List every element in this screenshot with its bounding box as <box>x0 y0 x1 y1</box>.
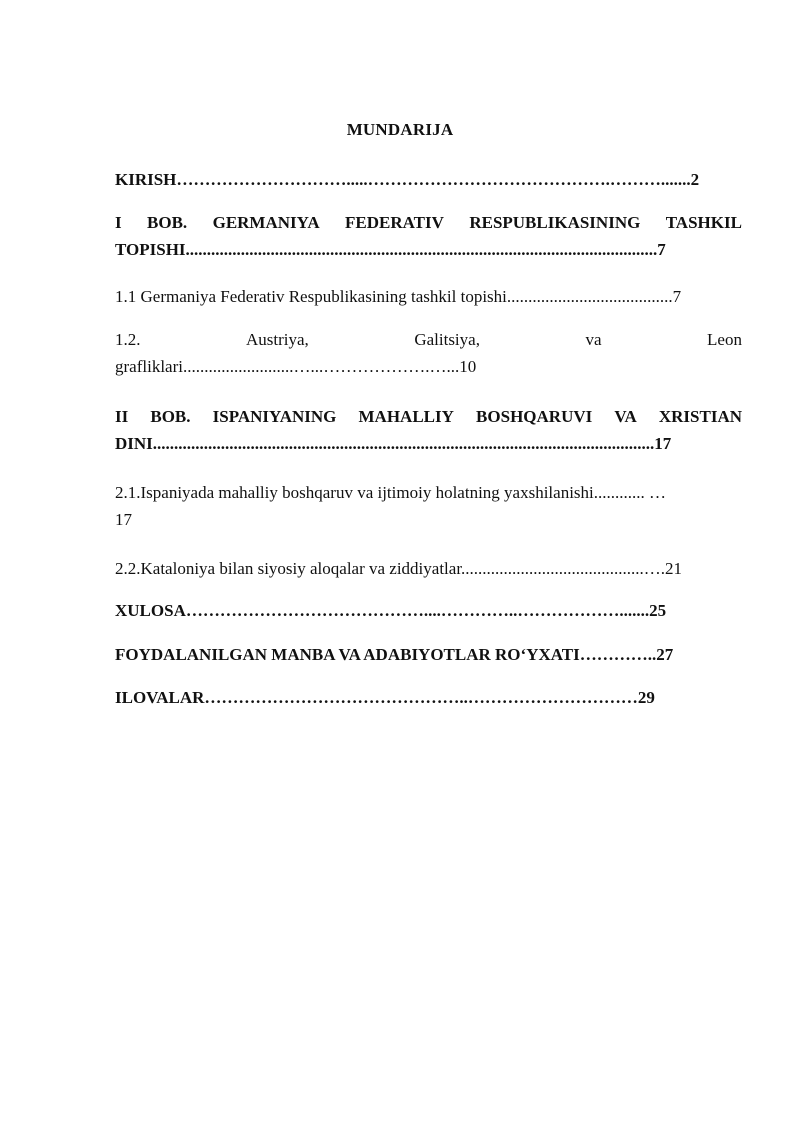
section-1-2-word: Austriya, <box>246 330 309 349</box>
toc-entry-section-1-1: 1.1 Germaniya Federativ Respublikasining tashkil topishi.......................................7 <box>115 287 682 306</box>
toc-entry-chapter-2 <box>115 403 742 457</box>
toc-entry-section-2-2: 2.2.Kataloniya bilan siyosiy aloqalar va ziddiyatlar...........................................….21 <box>115 559 683 578</box>
toc-entry-chapter-2-line-1 <box>115 403 742 430</box>
section-1-2-word: Galitsiya, <box>414 330 480 349</box>
toc-entry-appendices: ILOVALAR………………………………………..…………………………29 <box>115 688 655 707</box>
section-1-2-line-1 <box>115 326 742 353</box>
section-1-2-word: va <box>585 330 602 349</box>
toc-entry-xulosa: XULOSA……………………………………....…………..……………….......25 <box>115 601 667 620</box>
toc-entry-kirish: KIRISH………………………….....…………………………………….……….......2 <box>115 170 700 189</box>
section-1-2-word: Leon <box>707 330 742 349</box>
section-2-1-line-1: 2.1.Ispaniyada mahalliy boshqaruv va ijtimoiy holatning yaxshilanishi............ … <box>115 483 667 502</box>
section-2-1-line-2: 17 <box>115 510 132 529</box>
chapter-1-title-text: I BOB. GERMANIYA FEDERATIV RESPUBLIKASINING TASHKIL <box>115 213 742 232</box>
toc-entry-chapter-1-line-2: TOPISHI...............................................................................................................7 <box>115 240 666 259</box>
toc-entry-chapter-1-line-1 <box>115 209 742 236</box>
toc-entry-chapter-2-line-2: DINI......................................................................................................................17 <box>115 434 672 453</box>
toc-entry-chapter-1 <box>115 209 742 263</box>
toc-entry-section-2-1 <box>115 479 742 533</box>
toc-entry-references: FOYDALANILGAN MANBA VA ADABIYOTLAR RO‘YXATI…………..27 <box>115 645 674 664</box>
section-1-2-line-2: grafliklari..........................…...……………….…...10 <box>115 357 477 376</box>
toc-entry-section-1-2 <box>115 326 742 380</box>
chapter-2-title-text: II BOB. ISPANIYANING MAHALLIY BOSHQARUVI VA XRISTIAN <box>115 407 742 426</box>
section-1-2-word: 1.2. <box>115 330 141 349</box>
page-title: MUNDARIJA <box>346 120 454 139</box>
